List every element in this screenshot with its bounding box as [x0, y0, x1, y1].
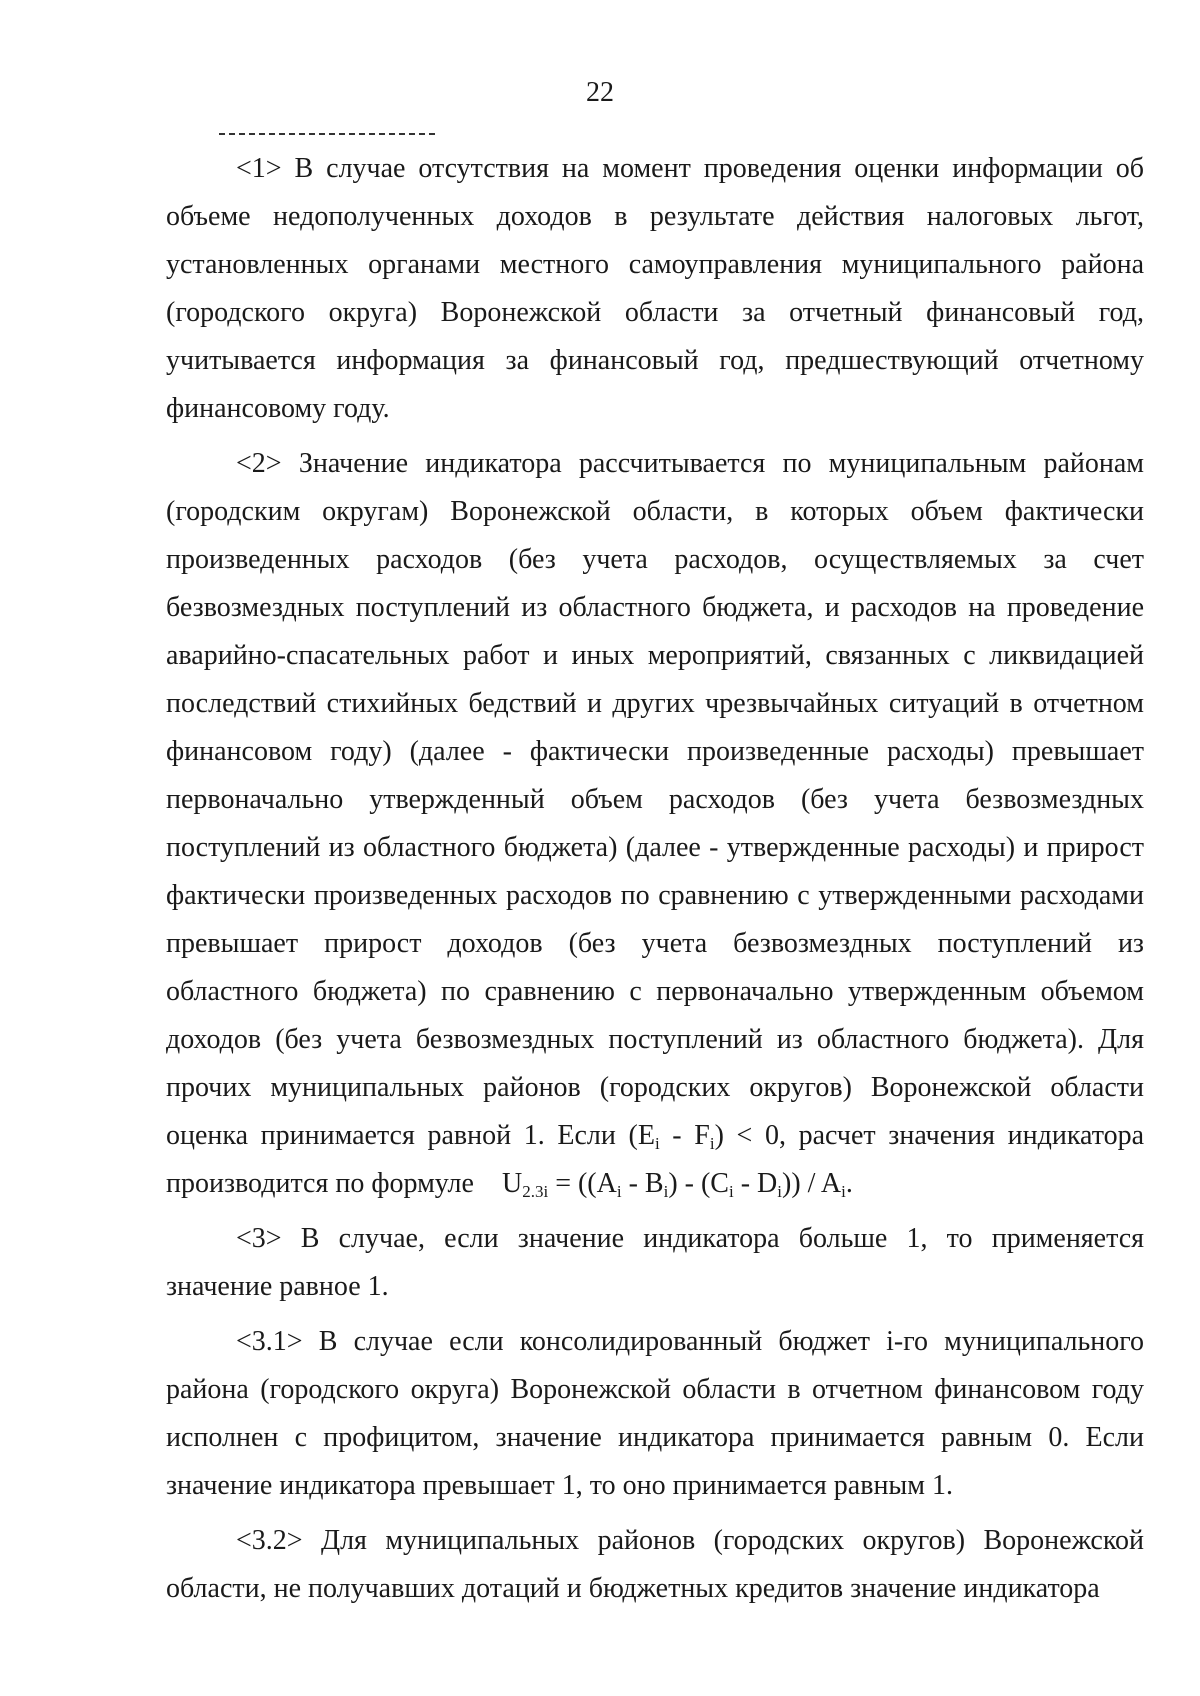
- footnote-text: Для муниципальных районов (городских округов) Воронежской области, не получавших дотаций и бюджетных кредитов значение индикатора: [166, 1525, 1145, 1604]
- footnote-marker: <2>: [236, 448, 282, 479]
- indicator-formula: $U_{2.3i} = ((A_i - B_i) - (C_i - D_i)) / A_i$.: [501, 1168, 853, 1201]
- footnote-3-2: [166, 1517, 1144, 1613]
- footnote-text: В случае, если значение индикатора больше 1, то применяется значение равное 1.: [166, 1223, 1144, 1302]
- footnote-text: В случае отсутствия на момент проведения оценки информации об объеме недополученных доходов в результате действия налоговых льгот, установленных органами местного самоуправления муниципального района (городского округа) Воронежской области за отчетный финансовый год, учитывается информация за финансовый год, предшествующий отчетному финансовому году.: [166, 153, 1144, 424]
- footnote-1: [166, 145, 1144, 433]
- footnote-marker: <3.1>: [236, 1326, 303, 1357]
- footnote-marker: <3.2>: [236, 1525, 303, 1556]
- footnote-text: В случае если консолидированный бюджет i-го муниципального района (городского округа) Воронежской области в отчетном финансовом году исполнен с профицитом, значение индикатора принимается равным 0. Если значение индикатора превышает 1, то оно принимается равным 1.: [166, 1326, 1145, 1501]
- footnote-marker: <3>: [236, 1223, 282, 1254]
- condition-text: Если $(E_i - F_i) < 0$, расчет значения индикатора производится по формуле: [166, 1120, 1144, 1199]
- footnotes-text: [166, 145, 1144, 1613]
- footnote-separator: [219, 133, 435, 135]
- footnote-text: Значение индикатора рассчитывается по муниципальным районам (городским округам) Воронежской области, в которых объем фактически произведенных расходов (без учета расходов, осуществляемых за счет безвозмездных поступлений из областного бюджета, и расходов на проведение аварийно-спасательных работ и иных мероприятий, связанных с ликвидацией последствий стихийных бедствий и других чрезвычайных ситуаций в отчетном финансовом году) (далее - фактически произведенные расходы) превышает первоначально утвержденный объем расходов (без учета безвозмездных поступлений из областного бюджета) (далее - утвержденные расходы) и прирост фактически произведенных расходов по сравнению с утвержденными расходами превышает прирост доходов (без учета безвозмездных поступлений из областного бюджета) по сравнению с первоначально утвержденным объемом доходов (без учета безвозмездных поступлений из областного бюджета). Для прочих муниципальных районов (городских округов) Воронежской области оценка принимается равной 1.: [166, 448, 1144, 1151]
- footnote-3: [166, 1215, 1144, 1311]
- page-number: 22: [586, 77, 614, 108]
- footnote-3-1: [166, 1318, 1144, 1510]
- footnote-2: [166, 440, 1144, 1208]
- footnote-marker: <1>: [236, 153, 282, 184]
